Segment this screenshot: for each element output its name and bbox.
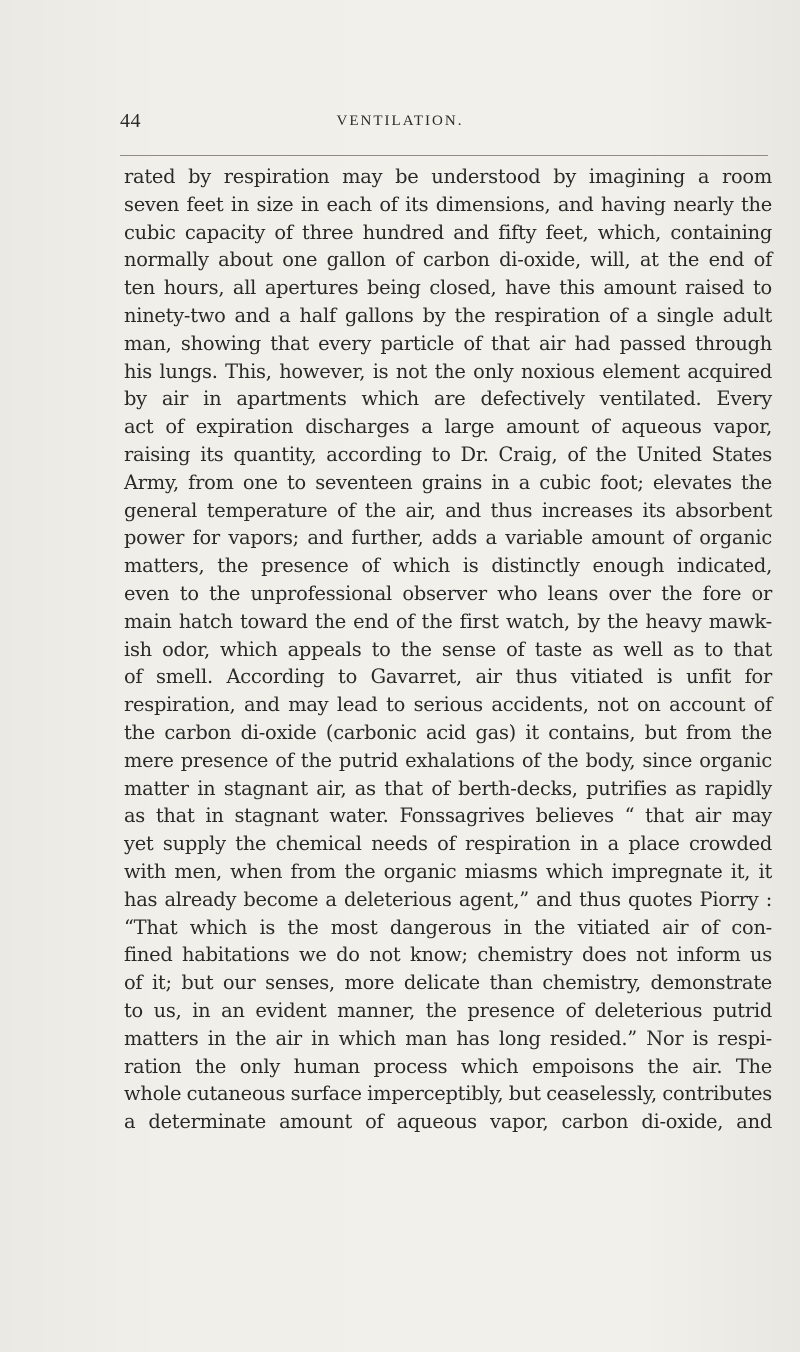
text-line: has already become a deleterious agent,” and thus quotes Piorry : — [124, 887, 772, 911]
text-line: man, showing that every particle of that air had passed through — [124, 331, 772, 355]
text-line: cubic capacity of three hundred and fifty feet, which, containing — [124, 220, 772, 244]
text-line: to us, in an evident manner, the presence of deleterious putrid — [124, 998, 772, 1022]
page-number: 44 — [120, 110, 141, 132]
text-line: act of expiration discharges a large amount of aqueous vapor, — [124, 415, 772, 439]
text-line: of smell. According to Gavarret, air thus vitiated is unfit for — [124, 665, 772, 689]
text-line: of it; but our senses, more delicate than chemistry, demonstrate — [124, 971, 772, 995]
text-line: his lungs. This, however, is not the only noxious element acquired — [124, 359, 772, 383]
text-line: ish odor, which appeals to the sense of taste as well as to that — [124, 637, 772, 661]
text-line: raising its quantity, according to Dr. Craig, of the United States — [124, 442, 772, 466]
text-line: power for vapors; and further, adds a variable amount of organic — [124, 526, 772, 550]
text-line: mere presence of the putrid exhalations of the body, since organic — [124, 748, 772, 772]
running-head: VENTILATION. — [336, 113, 464, 129]
text-line: “That which is the most dangerous in the vitiated air of con- — [124, 915, 772, 939]
text-line: even to the unprofessional observer who leans over the fore or — [124, 581, 772, 605]
page-header — [0, 110, 800, 150]
text-line: ninety-two and a half gallons by the respiration of a single adult — [124, 303, 772, 327]
text-line: a determinate amount of aqueous vapor, carbon di-oxide, and — [124, 1110, 772, 1134]
text-line: the carbon di-oxide (carbonic acid gas) it contains, but from the — [124, 720, 772, 744]
text-line: as that in stagnant water. Fonssagrives believes “ that air may — [124, 804, 772, 828]
text-line: matters, the presence of which is distinctly enough indicated, — [124, 554, 772, 578]
text-line: main hatch toward the end of the first watch, by the heavy mawk- — [124, 609, 772, 633]
text-line: ten hours, all apertures being closed, have this amount raised to — [124, 276, 772, 300]
header-rule — [120, 155, 768, 156]
text-line: seven feet in size in each of its dimensions, and having nearly the — [124, 192, 772, 216]
text-line: by air in apartments which are defectively ventilated. Every — [124, 387, 772, 411]
body-text — [124, 163, 772, 1136]
text-line: with men, when from the organic miasms which impregnate it, it — [124, 859, 772, 883]
text-line: fined habitations we do not know; chemistry does not inform us — [124, 943, 772, 967]
text-line: yet supply the chemical needs of respiration in a place crowded — [124, 832, 772, 856]
text-line: whole cutaneous surface imperceptibly, but ceaselessly, contributes — [124, 1082, 772, 1106]
text-line: general temperature of the air, and thus increases its absorbent — [124, 498, 772, 522]
text-line: normally about one gallon of carbon di-oxide, will, at the end of — [124, 248, 772, 272]
text-line: matter in stagnant air, as that of berth-decks, putrifies as rapidly — [124, 776, 772, 800]
text-line: respiration, and may lead to serious accidents, not on account of — [124, 693, 772, 717]
text-line: Army, from one to seventeen grains in a cubic foot; elevates the — [124, 470, 772, 494]
text-line: matters in the air in which man has long resided.” Nor is respi- — [124, 1026, 772, 1050]
text-line: ration the only human process which empoisons the air. The — [124, 1054, 772, 1078]
text-line: rated by respiration may be understood by imagining a room — [124, 165, 772, 188]
